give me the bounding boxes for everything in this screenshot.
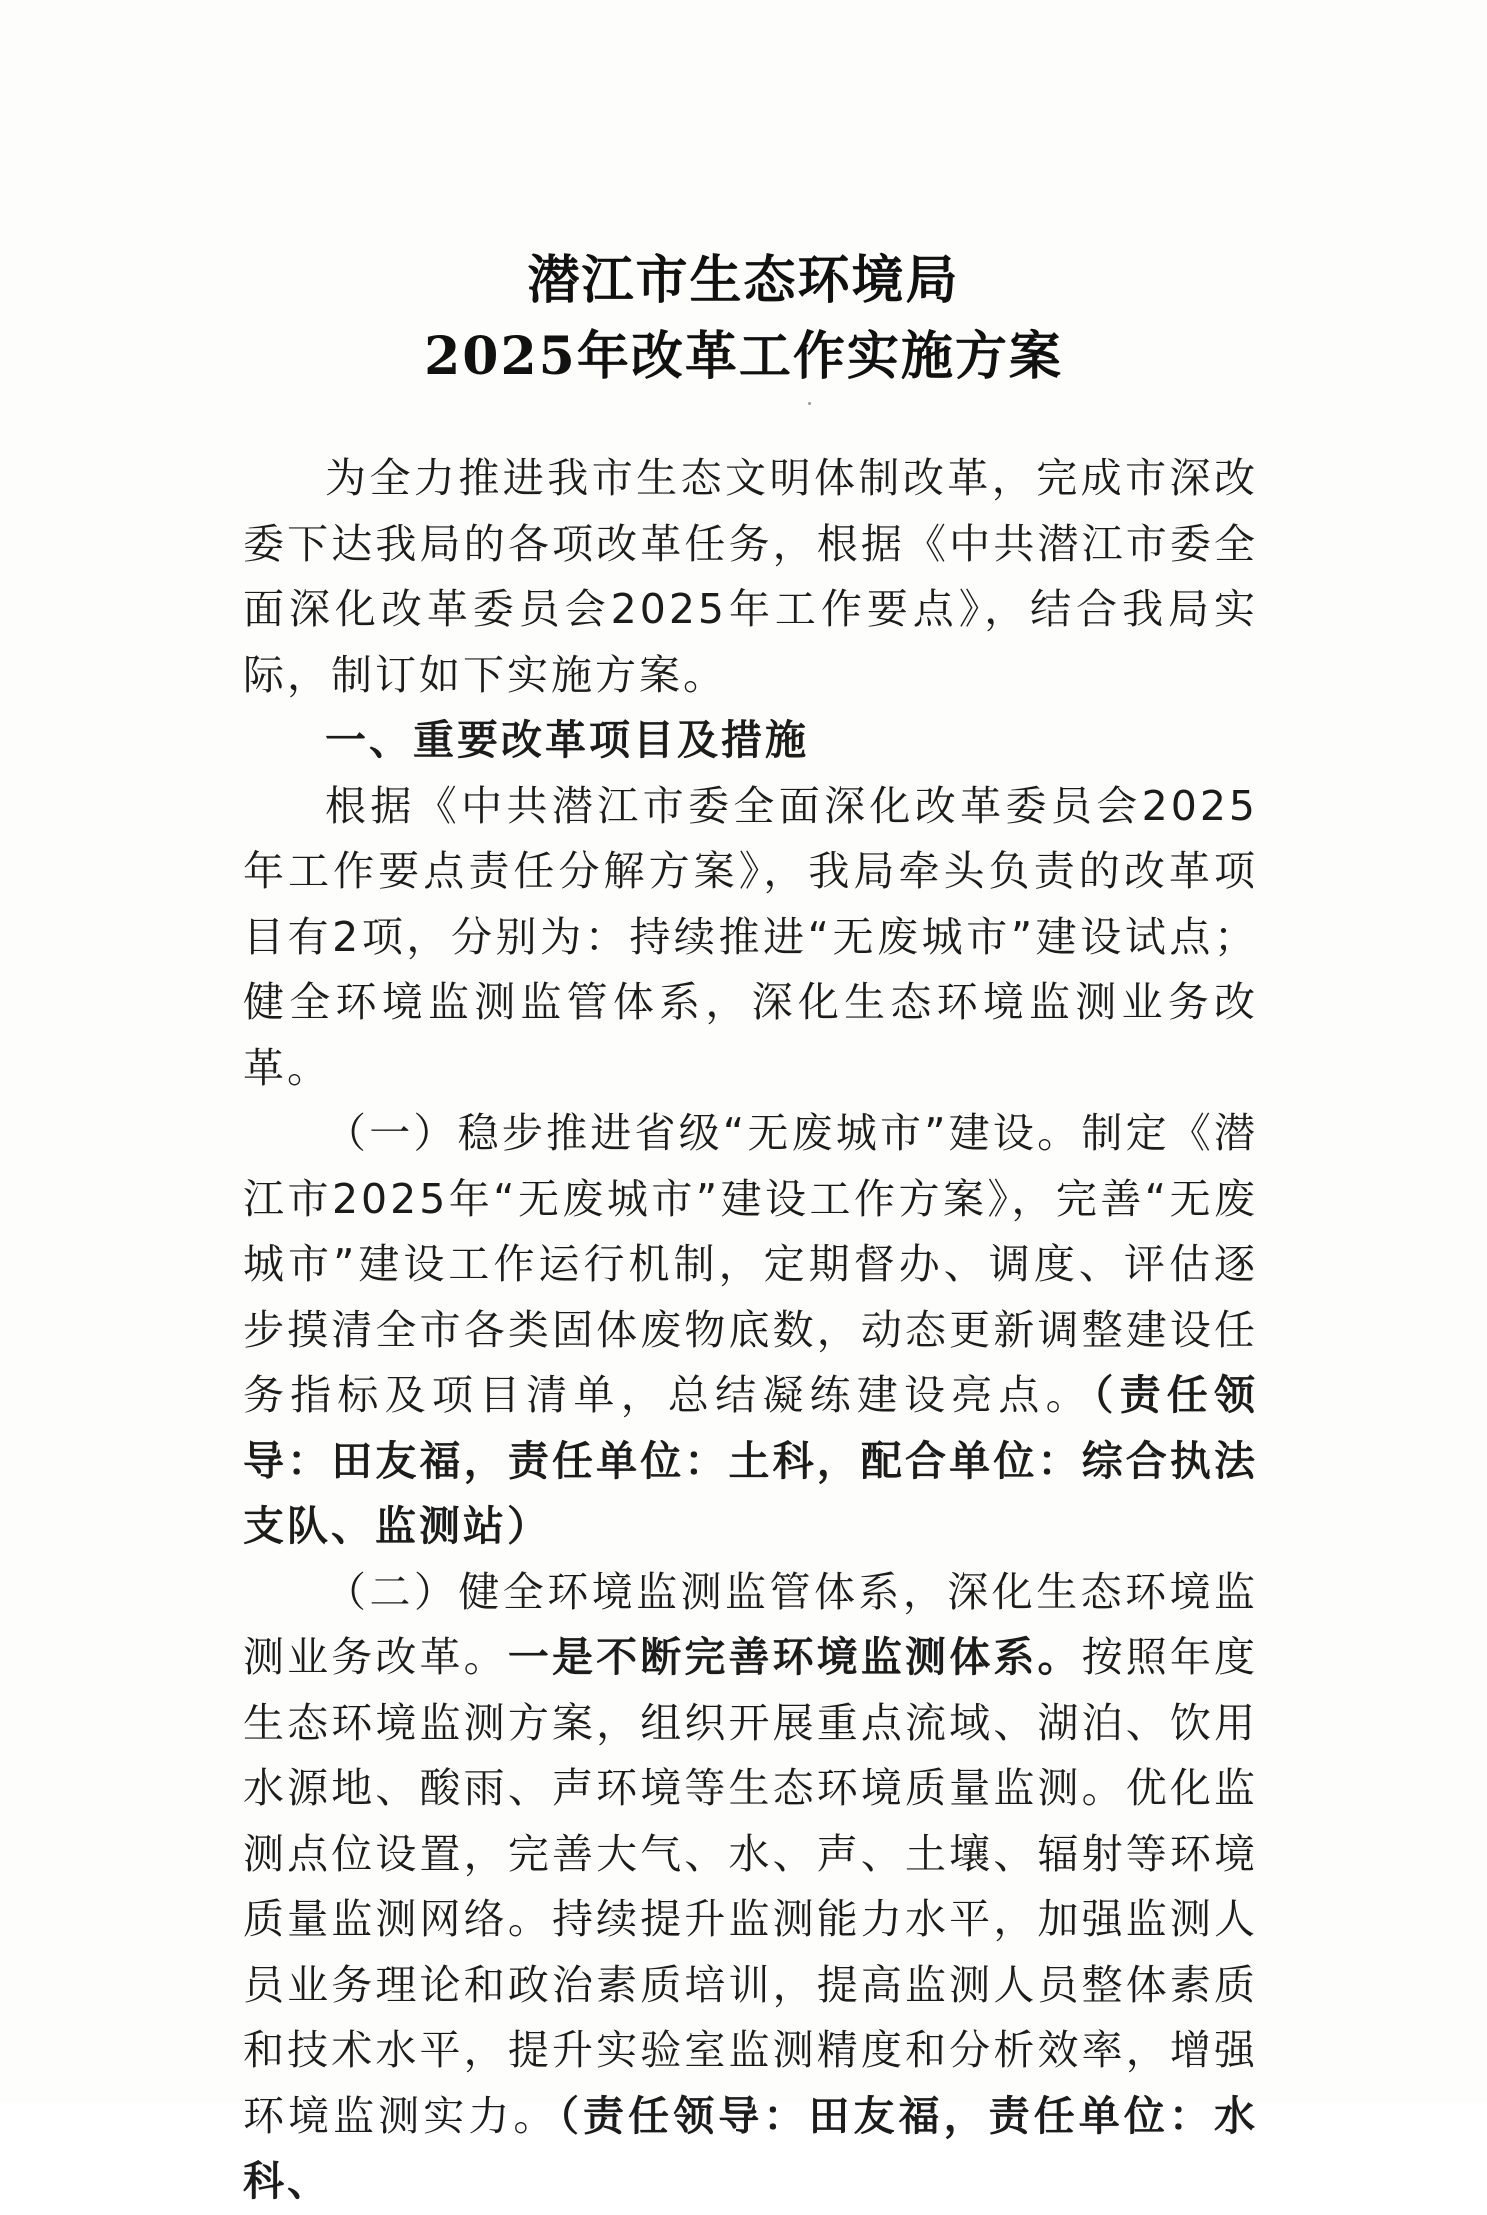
scan-speck	[808, 402, 811, 405]
document-body	[243, 446, 1258, 2215]
intro-paragraph: 为全力推进我市生态文明体制改革，完成市深改委下达我局的各项改革任务，根据《中共潜江市委全面深化改革委员会2025年工作要点》，结合我局实际，制订如下实施方案。	[243, 454, 1258, 699]
item-1-responsibility: （责任领导：田友福，责任单位：土科，配合单位：综合执法支队、监测站）	[243, 1371, 1259, 1550]
item-2-paragraph	[243, 1560, 1258, 2215]
document-title-line2: 2025年改革工作实施方案	[424, 326, 1063, 387]
item-1-paragraph	[243, 1101, 1258, 1560]
item-1-text: （一）稳步推进省级“无废城市”建设。制定《潜江市2025年“无废城市”建设工作方案》，完善“无废城市”建设工作运行机制，定期督办、调度、评估逐步摸清全市各类固体废物底数，动态更新调整建设任务指标及项目清单，总结凝练建设亮点。	[243, 1109, 1258, 1419]
item-2-bold-phrase: 一是不断完善环境监测体系。	[507, 1633, 1082, 1681]
section-heading: 一、重要改革项目及措施	[325, 716, 809, 764]
document-title-line1: 潜江市生态环境局	[527, 250, 960, 311]
item-2-responsibility: （责任领导：田友福，责任单位：水科、	[243, 2091, 1259, 2205]
item-2-text: 按照年度生态环境监测方案，组织开展重点流域、湖泊、饮用水源地、酸雨、声环境等生态环境质量监测。优化监测点位设置，完善大气、水、声、土壤、辐射等环境质量监测网络。持续提升监测能力水平，加强监测人员业务理论和政治素质培训，提高监测人员整体素质和技术水平，提升实验室监测精度和分析效率，增强环境监测实力。	[243, 1633, 1259, 2140]
section-paragraph: 根据《中共潜江市委全面深化改革委员会2025年工作要点责任分解方案》，我局牵头负责的改革项目有2项，分别为：持续推进“无废城市”建设试点；健全环境监测监管体系，深化生态环境监测业务改革。	[243, 781, 1258, 1092]
item-2-lead: （二）健全环境监测监管体系，深化生态环境监测业务改革。	[243, 1567, 1258, 1681]
